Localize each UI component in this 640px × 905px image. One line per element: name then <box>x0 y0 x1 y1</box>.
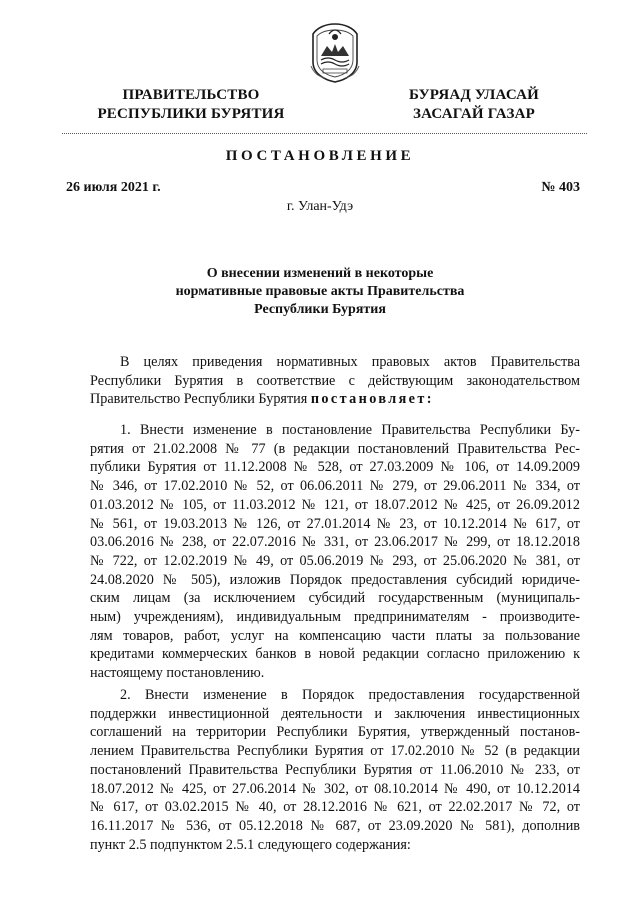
title-line-3: Республики Бурятия <box>254 302 386 317</box>
buryatia-coat-of-arms-icon <box>307 22 363 84</box>
paragraph-line: публики Бурятия от 11.12.2008 № 528, от 27.03.2009 № 106, от 14.09.2009 <box>90 459 580 476</box>
paragraph-line: пункт 2.5 подпунктом 2.5.1 следующего содержания: <box>90 836 411 853</box>
preamble-paragraph <box>90 353 580 409</box>
paragraph-line: 24.08.2020 № 505), изложив Порядок предоставления субсидий юридиче- <box>90 571 580 588</box>
document-title <box>150 265 490 319</box>
paragraph-1 <box>90 421 580 683</box>
paragraph-line: лением Правительства Республики Бурятия от 17.02.2010 № 52 (в редакции <box>90 743 580 760</box>
paragraph-line: № 617, от 03.02.2015 № 40, от 28.12.2016 № 621, от 22.02.2017 № 72, от <box>90 799 580 816</box>
document-number: № 403 <box>541 180 580 195</box>
paragraph-line: 01.03.2012 № 105, от 11.03.2012 № 121, от 18.07.2012 № 425, от 26.09.2012 <box>90 496 580 513</box>
paragraph-line: настоящему постановлению. <box>90 665 265 682</box>
issuer-line-2: РЕСПУБЛИКИ БУРЯТИЯ <box>97 106 285 122</box>
paragraph-line: рятия от 21.02.2008 № 77 (в редакции постановлений Правительства Рес- <box>90 440 580 457</box>
preamble-line: В целях приведения нормативных правовых актов Правительства <box>120 354 580 370</box>
issuer-buryat-line-2: ЗАСАГАЙ ГАЗАР <box>413 106 535 122</box>
document-city: г. Улан-Удэ <box>286 199 354 214</box>
header-divider <box>62 133 587 134</box>
resolves-word: постановляет <box>310 391 427 408</box>
issuer-buryat-line-1: БУРЯАД УЛАСАЙ <box>408 87 540 103</box>
paragraph-line: 1. Внести изменение в постановление Правительства Республики Бу- <box>120 422 580 438</box>
preamble-prefix: Правительство Республики Бурятия <box>90 391 311 408</box>
resolves-colon: : <box>426 391 434 408</box>
preamble-line: Республики Бурятия в соответствие с действующим законодательством <box>90 372 580 389</box>
paragraph-line: № 722, от 12.02.2019 № 49, от 05.06.2019 № 293, от 25.06.2020 № 381, от <box>90 552 580 569</box>
paragraph-line: соглашений на территории Республики Бурятия, утвержденный постанов- <box>90 724 580 741</box>
issuer-name-russian <box>82 86 300 124</box>
paragraph-line: постановлений Правительства Республики Бурятия от 11.06.2010 № 233, от <box>90 761 580 778</box>
paragraph-2 <box>90 686 580 854</box>
paragraph-line: 18.07.2012 № 425, от 27.06.2014 № 302, от 08.10.2014 № 490, от 10.12.2014 <box>90 780 580 797</box>
paragraph-line: 2. Внести изменение в Порядок предоставления государственной <box>120 687 580 703</box>
paragraph-line: кредитами коммерческих банков в новой редакции согласно приложению к <box>90 646 580 663</box>
paragraph-line: ским лицам (за исключением субсидий государственным (муниципаль- <box>90 590 580 607</box>
title-line-1: О внесении изменений в некоторые <box>206 266 434 281</box>
document-date: 26 июля 2021 г. <box>66 180 161 195</box>
paragraph-line: № 346, от 17.02.2010 № 52, от 06.06.2011 № 279, от 29.06.2011 № 334, от <box>90 478 580 495</box>
title-line-2: нормативные правовые акты Правительства <box>175 284 465 299</box>
document-type: ПОСТАНОВЛЕНИЕ <box>225 148 415 164</box>
paragraph-line: лям товаров, работ, услуг на компенсацию части платы за пользование <box>90 627 580 644</box>
paragraph-line: 03.06.2016 № 238, от 22.07.2016 № 331, от 23.06.2017 № 299, от 18.12.2018 <box>90 534 580 551</box>
preamble-last-line <box>90 390 580 409</box>
paragraph-line: № 561, от 19.03.2013 № 126, от 27.01.2014 № 23, от 10.12.2014 № 617, от <box>90 515 580 532</box>
issuer-line-1: ПРАВИТЕЛЬСТВО <box>122 87 260 103</box>
issuer-name-buryat <box>384 86 564 124</box>
paragraph-line: ным) учреждениям), индивидуальным предпринимателям - производите- <box>90 609 580 626</box>
paragraph-line: поддержки инвестиционной деятельности и заключения инвестиционных <box>90 705 580 722</box>
paragraph-line: 16.11.2017 № 536, от 05.12.2018 № 687, от 23.09.2020 № 581), дополнив <box>90 817 580 834</box>
